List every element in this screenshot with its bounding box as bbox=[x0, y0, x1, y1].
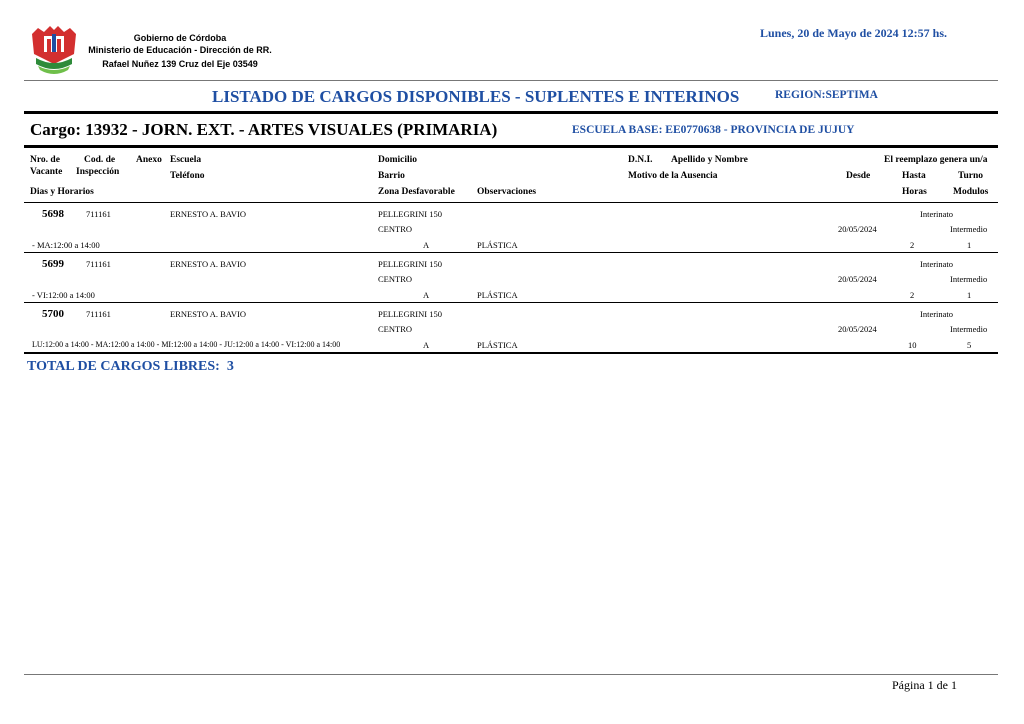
domicilio: PELLEGRINI 150 bbox=[378, 209, 442, 219]
zona: A bbox=[423, 290, 430, 300]
turno: Intermedio bbox=[950, 274, 988, 284]
col-cod: Cod. de bbox=[84, 155, 116, 165]
desde-date: 20/05/2024 bbox=[838, 324, 877, 334]
col-dias-horarios: Dias y Horarios bbox=[30, 187, 94, 197]
observaciones: PLÁSTICA bbox=[477, 340, 518, 350]
barrio: CENTRO bbox=[378, 274, 412, 284]
observaciones: PLÁSTICA bbox=[477, 240, 518, 250]
col-turno: Turno bbox=[958, 171, 983, 181]
modulos: 1 bbox=[967, 290, 972, 300]
inspeccion-code: 711161 bbox=[86, 309, 111, 319]
col-inspeccion: Inspección bbox=[76, 167, 120, 177]
divider bbox=[24, 111, 998, 114]
zona: A bbox=[423, 340, 430, 350]
vacante-number: 5699 bbox=[42, 258, 64, 270]
horas: 10 bbox=[908, 340, 917, 350]
col-observaciones: Observaciones bbox=[477, 187, 537, 197]
col-escuela: Escuela bbox=[170, 155, 202, 165]
page-title: LISTADO DE CARGOS DISPONIBLES - SUPLENTES E INTERINOS bbox=[212, 87, 740, 106]
col-barrio: Barrio bbox=[378, 171, 405, 181]
barrio: CENTRO bbox=[378, 224, 412, 234]
turno: Intermedio bbox=[950, 324, 988, 334]
horarios: - VI:12:00 a 14:00 bbox=[32, 290, 95, 300]
divider bbox=[24, 202, 998, 203]
divider bbox=[24, 674, 998, 675]
divider bbox=[24, 80, 998, 81]
col-vacante: Vacante bbox=[30, 167, 63, 177]
zona: A bbox=[423, 240, 430, 250]
inspeccion-code: 711161 bbox=[86, 259, 111, 269]
col-anexo: Anexo bbox=[136, 155, 162, 165]
horarios: LU:12:00 a 14:00 - MA:12:00 a 14:00 - MI:12:00 a 14:00 - JU:12:00 a 14:00 - VI:12:00 a 14:00 bbox=[32, 340, 341, 349]
col-hasta: Hasta bbox=[902, 171, 926, 181]
escuela-name: ERNESTO A. BAVIO bbox=[170, 259, 246, 269]
vacante-number: 5698 bbox=[42, 208, 64, 220]
domicilio: PELLEGRINI 150 bbox=[378, 259, 442, 269]
turno: Intermedio bbox=[950, 224, 988, 234]
region-label: REGION:SEPTIMA bbox=[775, 89, 878, 101]
col-nro: Nro. de bbox=[30, 155, 60, 165]
report-datetime: Lunes, 20 de Mayo de 2024 12:57 hs. bbox=[760, 26, 948, 40]
escuela-name: ERNESTO A. BAVIO bbox=[170, 209, 246, 219]
total-cargos: TOTAL DE CARGOS LIBRES: 3 bbox=[27, 359, 234, 374]
org-address: Rafael Nuñez 139 Cruz del Eje 03549 bbox=[102, 59, 258, 69]
cordoba-coat-of-arms-icon bbox=[28, 24, 80, 78]
escuela-base: ESCUELA BASE: EE0770638 - PROVINCIA DE JUJUY bbox=[572, 124, 855, 136]
modulos: 5 bbox=[967, 340, 972, 350]
divider bbox=[24, 302, 998, 303]
tipo: Interinato bbox=[920, 309, 954, 319]
col-horas: Horas bbox=[902, 187, 927, 197]
org-name: Gobierno de Córdoba bbox=[133, 33, 227, 43]
col-zona: Zona Desfavorable bbox=[378, 187, 455, 197]
escuela-name: ERNESTO A. BAVIO bbox=[170, 309, 246, 319]
horas: 2 bbox=[910, 290, 915, 300]
domicilio: PELLEGRINI 150 bbox=[378, 309, 442, 319]
col-desde: Desde bbox=[846, 171, 871, 181]
col-modulos: Modulos bbox=[953, 187, 989, 197]
divider bbox=[24, 352, 998, 354]
divider bbox=[24, 145, 998, 148]
page-number: Página 1 de 1 bbox=[892, 678, 957, 692]
col-apellido: Apellido y Nombre bbox=[671, 155, 748, 165]
col-motivo: Motivo de la Ausencia bbox=[628, 171, 718, 181]
cargo-title: Cargo: 13932 - JORN. EXT. - ARTES VISUALES (PRIMARIA) bbox=[30, 120, 498, 139]
horarios: - MA:12:00 a 14:00 bbox=[32, 240, 100, 250]
col-dni: D.N.I. bbox=[628, 155, 653, 165]
col-telefono: Teléfono bbox=[170, 171, 205, 181]
col-reemplazo: El reemplazo genera un/a bbox=[884, 155, 988, 165]
tipo: Interinato bbox=[920, 259, 954, 269]
org-ministry: Ministerio de Educación - Dirección de RR. bbox=[88, 44, 272, 55]
desde-date: 20/05/2024 bbox=[838, 224, 877, 234]
modulos: 1 bbox=[967, 240, 972, 250]
tipo: Interinato bbox=[920, 209, 954, 219]
desde-date: 20/05/2024 bbox=[838, 274, 877, 284]
divider bbox=[24, 252, 998, 253]
horas: 2 bbox=[910, 240, 915, 250]
inspeccion-code: 711161 bbox=[86, 209, 111, 219]
observaciones: PLÁSTICA bbox=[477, 290, 518, 300]
col-domicilio: Domicilio bbox=[378, 155, 418, 165]
barrio: CENTRO bbox=[378, 324, 412, 334]
vacante-number: 5700 bbox=[42, 308, 64, 320]
